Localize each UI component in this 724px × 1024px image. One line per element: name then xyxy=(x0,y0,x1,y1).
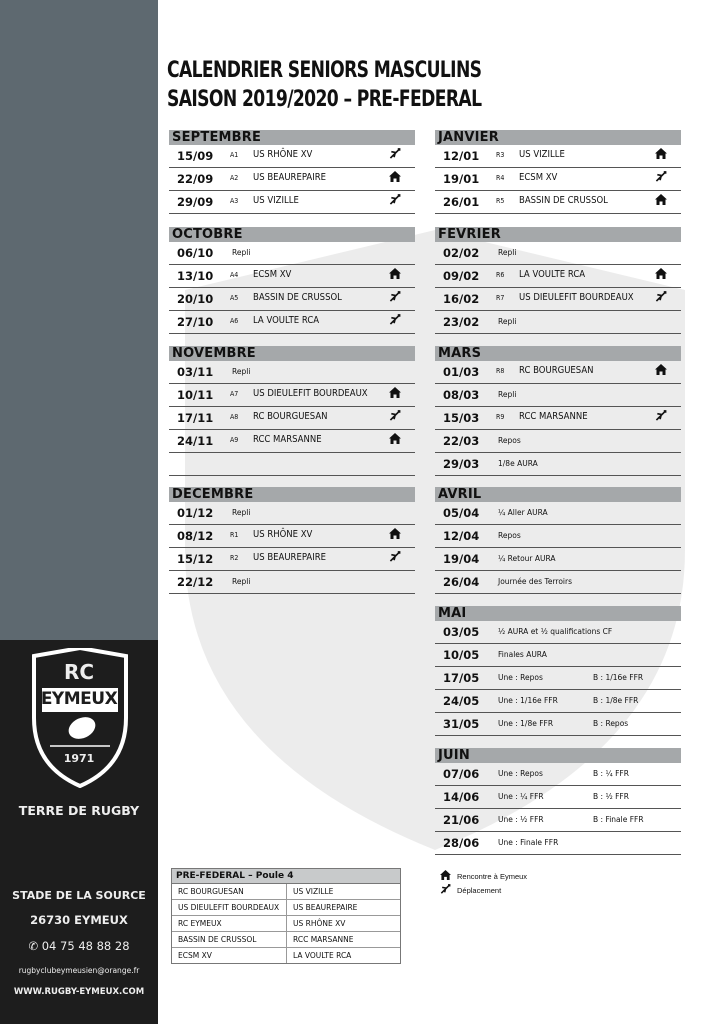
opponent-name: US VIZILLE xyxy=(253,195,299,206)
match-row xyxy=(435,786,681,809)
house-icon xyxy=(440,870,451,882)
month-header: OCTOBRE xyxy=(169,227,415,242)
match-date: 15/12 xyxy=(177,552,214,566)
match-date: 20/10 xyxy=(177,292,214,306)
plane-icon xyxy=(389,314,401,325)
month-septembre xyxy=(169,130,415,214)
match-row xyxy=(435,288,681,311)
match-date: 15/09 xyxy=(177,149,214,163)
match-date: 16/02 xyxy=(443,292,480,306)
match-row xyxy=(435,548,681,571)
match-note: ½ AURA et ½ qualifications CF xyxy=(498,627,613,636)
email-link[interactable]: rugbyclubeymeusien@orange.fr xyxy=(18,966,140,975)
match-note: Une : ¼ FFR xyxy=(498,792,544,801)
match-note: Une : ½ FFR xyxy=(498,815,544,824)
match-date: 23/02 xyxy=(443,315,480,329)
month-header: SEPTEMBRE xyxy=(169,130,415,145)
match-date: 02/02 xyxy=(443,246,480,260)
logo-year-text: 1971 xyxy=(63,752,95,765)
match-date: 31/05 xyxy=(443,717,480,731)
match-row xyxy=(435,763,681,786)
match-date: 14/06 xyxy=(443,790,480,804)
month-janvier xyxy=(435,130,681,214)
match-note: Une : Repos xyxy=(498,673,543,682)
pool-row xyxy=(172,916,400,932)
match-code: R4 xyxy=(496,174,505,182)
match-row xyxy=(435,667,681,690)
match-date: 24/05 xyxy=(443,694,480,708)
match-row xyxy=(435,621,681,644)
match-row xyxy=(435,407,681,430)
website-link[interactable]: WWW.RUGBY-EYMEUX.COM xyxy=(13,987,145,997)
pool-team: US BEAUREPAIRE xyxy=(286,900,400,915)
match-row xyxy=(169,242,415,265)
pool-row xyxy=(172,884,400,900)
match-row xyxy=(435,168,681,191)
match-row xyxy=(435,525,681,548)
match-code: A1 xyxy=(230,151,239,159)
month-header: JANVIER xyxy=(435,130,681,145)
match-row xyxy=(435,311,681,334)
match-row xyxy=(169,311,415,334)
logo-rc-text: RC xyxy=(63,660,95,684)
match-date: 24/11 xyxy=(177,434,214,448)
match-code: R5 xyxy=(496,197,505,205)
match-note-b: B : ½ FFR xyxy=(593,792,629,801)
opponent-name: ECSM XV xyxy=(519,172,558,183)
phone-number[interactable]: ✆ 04 75 48 88 28 xyxy=(28,939,130,953)
match-code: A2 xyxy=(230,174,239,182)
match-note-b: B : ¼ FFR xyxy=(593,769,629,778)
legend-away-label: Déplacement xyxy=(457,885,502,895)
month-header: DECEMBRE xyxy=(169,487,415,502)
city: 26730 EYMEUX xyxy=(30,913,128,927)
match-date: 29/03 xyxy=(443,457,480,471)
match-row xyxy=(435,361,681,384)
match-note: Une : Repos xyxy=(498,769,543,778)
house-icon xyxy=(389,171,401,182)
match-code: R7 xyxy=(496,294,505,302)
match-date: 13/10 xyxy=(177,269,214,283)
opponent-name: ECSM XV xyxy=(253,269,292,280)
opponent-name: BASSIN DE CRUSSOL xyxy=(253,292,342,303)
month-mars xyxy=(435,346,681,476)
match-date: 19/04 xyxy=(443,552,480,566)
month-novembre xyxy=(169,346,415,476)
pool-title: PRE-FEDERAL – Poule 4 xyxy=(172,869,400,884)
match-row xyxy=(169,430,415,453)
pool-team: RC BOURGUESAN xyxy=(178,887,244,896)
match-code: A8 xyxy=(230,413,239,421)
match-date: 21/06 xyxy=(443,813,480,827)
match-note: Repli xyxy=(232,508,251,517)
legend-away xyxy=(440,883,527,897)
pool-team: US RHÔNE XV xyxy=(286,916,400,931)
tagline: TERRE DE RUGBY xyxy=(18,803,140,818)
pool-team: RC EYMEUX xyxy=(178,919,222,928)
match-date: 29/09 xyxy=(177,195,214,209)
match-date: 12/04 xyxy=(443,529,480,543)
match-row xyxy=(435,713,681,736)
month-fevrier xyxy=(435,227,681,334)
house-icon xyxy=(655,364,667,375)
match-note: Repos xyxy=(498,436,521,445)
opponent-name: BASSIN DE CRUSSOL xyxy=(519,195,608,206)
legend-home-label: Rencontre à Eymeux xyxy=(457,871,528,881)
month-header: MARS xyxy=(435,346,681,361)
match-date: 08/03 xyxy=(443,388,480,402)
match-note-b: B : 1/16e FFR xyxy=(593,673,644,682)
pool-team: US VIZILLE xyxy=(286,884,400,899)
opponent-name: RCC MARSANNE xyxy=(519,411,588,422)
match-note: 1/8e AURA xyxy=(498,459,538,468)
month-decembre xyxy=(169,487,415,594)
match-note-b: B : 1/8e FFR xyxy=(593,696,639,705)
page-title-line2: SAISON 2019/2020 – PRE-FEDERAL xyxy=(167,87,482,112)
pool-team: US DIEULEFIT BOURDEAUX xyxy=(178,903,280,912)
opponent-name: RC BOURGUESAN xyxy=(519,365,594,376)
plane-icon xyxy=(655,171,667,182)
plane-icon xyxy=(389,148,401,159)
match-date: 12/01 xyxy=(443,149,480,163)
match-date: 01/03 xyxy=(443,365,480,379)
match-row xyxy=(435,571,681,594)
match-code: A4 xyxy=(230,271,239,279)
match-row xyxy=(169,384,415,407)
opponent-name: US VIZILLE xyxy=(519,149,565,160)
house-icon xyxy=(389,268,401,279)
match-row xyxy=(435,242,681,265)
match-note: Une : 1/16e FFR xyxy=(498,696,558,705)
match-date: 05/04 xyxy=(443,506,480,520)
match-row xyxy=(169,407,415,430)
house-icon xyxy=(389,528,401,539)
opponent-name: US BEAUREPAIRE xyxy=(253,552,327,563)
plane-icon xyxy=(389,551,401,562)
match-row xyxy=(435,145,681,168)
match-row xyxy=(435,384,681,407)
match-date: 17/05 xyxy=(443,671,480,685)
match-row xyxy=(169,571,415,594)
match-note: Journée des Terroirs xyxy=(498,577,572,586)
match-date: 10/05 xyxy=(443,648,480,662)
match-note: Une : 1/8e FFR xyxy=(498,719,554,728)
match-code: R1 xyxy=(230,531,239,539)
match-note: Repli xyxy=(498,317,517,326)
match-date: 27/10 xyxy=(177,315,214,329)
match-note: Repli xyxy=(232,577,251,586)
month-avril xyxy=(435,487,681,594)
match-row xyxy=(435,453,681,476)
month-octobre xyxy=(169,227,415,334)
month-header: FEVRIER xyxy=(435,227,681,242)
match-code: A7 xyxy=(230,390,239,398)
match-row xyxy=(435,809,681,832)
pool-team: RCC MARSANNE xyxy=(286,932,400,947)
match-row xyxy=(435,265,681,288)
match-note: Repli xyxy=(498,248,517,257)
match-date: 22/09 xyxy=(177,172,214,186)
match-row xyxy=(169,548,415,571)
stadium-name: STADE DE LA SOURCE xyxy=(12,889,146,902)
match-date: 22/03 xyxy=(443,434,480,448)
match-note: ¼ Aller AURA xyxy=(498,508,548,517)
plane-icon xyxy=(389,194,401,205)
match-code: R9 xyxy=(496,413,505,421)
pool-row xyxy=(172,900,400,916)
match-date: 09/02 xyxy=(443,269,480,283)
match-row xyxy=(169,525,415,548)
match-note-b: B : Repos xyxy=(593,719,629,728)
month-header: AVRIL xyxy=(435,487,681,502)
match-row xyxy=(435,502,681,525)
match-row xyxy=(169,168,415,191)
match-row xyxy=(169,265,415,288)
match-note: ¼ Retour AURA xyxy=(498,554,556,563)
pool-row xyxy=(172,932,400,948)
month-header: NOVEMBRE xyxy=(169,346,415,361)
match-row xyxy=(169,453,415,476)
opponent-name: US RHÔNE XV xyxy=(253,529,313,540)
match-row xyxy=(169,502,415,525)
plane-icon xyxy=(655,291,667,302)
opponent-name: US BEAUREPAIRE xyxy=(253,172,327,183)
opponent-name: LA VOULTE RCA xyxy=(519,269,586,280)
match-date: 06/10 xyxy=(177,246,214,260)
month-juin xyxy=(435,748,681,855)
page-title-line1: CALENDRIER SENIORS MASCULINS xyxy=(167,58,482,83)
legend xyxy=(440,869,527,897)
match-code: R3 xyxy=(496,151,505,159)
match-row xyxy=(435,690,681,713)
house-icon xyxy=(389,387,401,398)
opponent-name: US DIEULEFIT BOURDEAUX xyxy=(253,388,368,399)
match-code: A9 xyxy=(230,436,239,444)
match-row xyxy=(435,191,681,214)
match-row xyxy=(435,644,681,667)
match-date: 10/11 xyxy=(177,388,214,402)
pool-team: BASSIN DE CRUSSOL xyxy=(178,935,257,944)
match-date: 19/01 xyxy=(443,172,480,186)
month-header: MAI xyxy=(435,606,681,621)
match-date: 17/11 xyxy=(177,411,214,425)
pool-team: LA VOULTE RCA xyxy=(286,948,400,963)
match-code: R2 xyxy=(230,554,239,562)
match-code: R8 xyxy=(496,367,505,375)
match-date: 22/12 xyxy=(177,575,214,589)
opponent-name: US DIEULEFIT BOURDEAUX xyxy=(519,292,634,303)
match-note: Une : Finale FFR xyxy=(498,838,559,847)
match-row xyxy=(169,191,415,214)
match-date: 15/03 xyxy=(443,411,480,425)
match-note: Repos xyxy=(498,531,521,540)
month-mai xyxy=(435,606,681,736)
match-row xyxy=(435,430,681,453)
match-row xyxy=(169,361,415,384)
match-note-b: B : Finale FFR xyxy=(593,815,644,824)
pool-team: ECSM XV xyxy=(178,951,212,960)
plane-icon xyxy=(389,291,401,302)
match-date: 08/12 xyxy=(177,529,214,543)
house-icon xyxy=(655,268,667,279)
month-header: JUIN xyxy=(435,748,681,763)
pool-table xyxy=(171,868,401,964)
match-note: Repli xyxy=(232,248,251,257)
match-note: Repli xyxy=(498,390,517,399)
pool-row xyxy=(172,948,400,963)
logo-eymeux-text: EYMEUX xyxy=(40,689,118,709)
match-date: 28/06 xyxy=(443,836,480,850)
match-date: 01/12 xyxy=(177,506,214,520)
match-date: 03/11 xyxy=(177,365,214,379)
opponent-name: LA VOULTE RCA xyxy=(253,315,320,326)
match-code: R6 xyxy=(496,271,505,279)
match-note: Repli xyxy=(232,367,251,376)
match-code: A3 xyxy=(230,197,239,205)
plane-icon xyxy=(655,410,667,421)
match-date: 07/06 xyxy=(443,767,480,781)
opponent-name: RCC MARSANNE xyxy=(253,434,322,445)
match-date: 26/04 xyxy=(443,575,480,589)
match-date: 26/01 xyxy=(443,195,480,209)
match-date: 03/05 xyxy=(443,625,480,639)
legend-home xyxy=(440,869,527,883)
opponent-name: US RHÔNE XV xyxy=(253,149,313,160)
match-row xyxy=(169,145,415,168)
plane-icon xyxy=(389,410,401,421)
plane-icon xyxy=(440,884,451,896)
match-note: Finales AURA xyxy=(498,650,547,659)
match-code: A6 xyxy=(230,317,239,325)
house-icon xyxy=(655,148,667,159)
match-code: A5 xyxy=(230,294,239,302)
match-row xyxy=(169,288,415,311)
match-row xyxy=(435,832,681,855)
house-icon xyxy=(389,433,401,444)
opponent-name: RC BOURGUESAN xyxy=(253,411,328,422)
house-icon xyxy=(655,194,667,205)
